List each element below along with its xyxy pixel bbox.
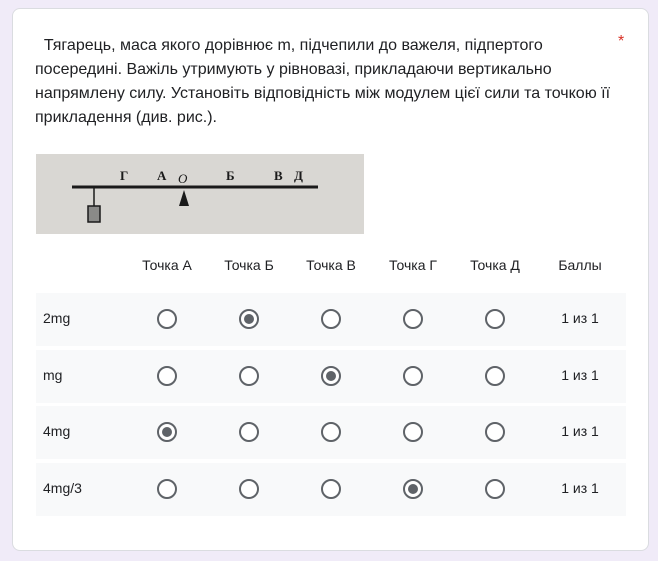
radio-button[interactable] [239,479,259,499]
required-asterisk: * [618,33,625,50]
col-header-d: Точка Д [470,257,520,273]
label-g: Г [120,168,129,183]
radio-button[interactable] [485,366,505,386]
row-score: 1 из 1 [561,480,599,496]
radio-button[interactable] [157,479,177,499]
radio-button[interactable] [239,309,259,329]
radio-button[interactable] [239,422,259,442]
grid-row [36,463,626,516]
radio-button[interactable] [321,366,341,386]
radio-button[interactable] [157,366,177,386]
radio-button[interactable] [239,366,259,386]
col-header-b: Точка Б [224,257,274,273]
row-score: 1 из 1 [561,310,599,326]
lever-figure [36,154,364,234]
radio-button[interactable] [403,366,423,386]
radio-button[interactable] [321,309,341,329]
col-header-g: Точка Г [389,257,437,273]
col-header-a: Точка А [142,257,192,273]
grid-row [36,406,626,459]
radio-button[interactable] [403,422,423,442]
label-v: В [274,168,283,183]
radio-button[interactable] [485,422,505,442]
lever-diagram [36,154,364,234]
row-label: mg [43,367,63,383]
radio-button[interactable] [485,479,505,499]
radio-button[interactable] [321,479,341,499]
label-a: А [157,168,167,183]
weight-block [88,206,100,222]
row-label: 2mg [43,310,71,326]
question-card [12,8,649,551]
radio-button[interactable] [403,479,423,499]
grid-header [36,257,626,279]
label-o: О [178,171,188,186]
radio-button[interactable] [403,309,423,329]
question-text: Тягарець, маса якого дорівнює m, підчепили до важеля, підпертого посередині. Важіль утримують у рівновазі, прикладаючи вертикально напрямлену силу. Установіть відповідність між модулем цієї сили та точкою її прикладення (див. рис.). [35,37,615,126]
row-label: 4mg [43,423,71,439]
label-d: Д [294,168,303,183]
radio-button[interactable] [321,422,341,442]
radio-button[interactable] [157,422,177,442]
row-score: 1 из 1 [561,423,599,439]
label-b: Б [226,168,235,183]
grid-row [36,350,626,403]
radio-button[interactable] [485,309,505,329]
col-header-score: Баллы [558,257,602,273]
grid-row [36,293,626,346]
row-label: 4mg/3 [43,480,82,496]
col-header-v: Точка В [306,257,356,273]
row-score: 1 из 1 [561,367,599,383]
fulcrum [179,190,189,206]
radio-button[interactable] [157,309,177,329]
